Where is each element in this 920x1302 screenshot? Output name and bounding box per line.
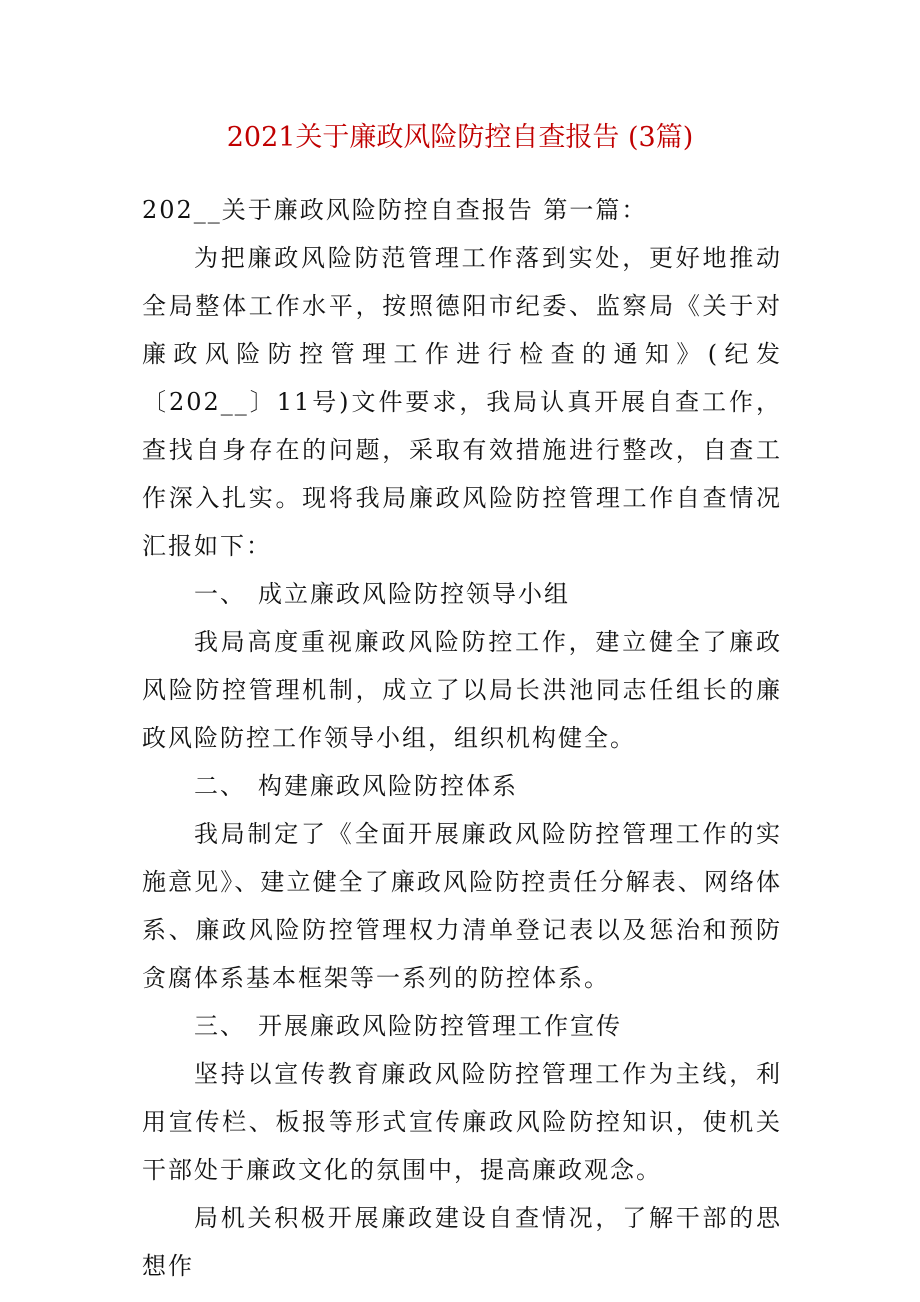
body-paragraph: 为把廉政风险防范管理工作落到实处，更好地推动全局整体工作水平，按照德阳市纪委、监察局《关于对廉政风险防控管理工作进行检查的通知》(纪发〔202__〕11号)文件要求，我局认真开展自查工作，查找自身存在的问题，采取有效措施进行整改，自查工作深入扎实。现将我局廉政风险防控管理工作自查情况汇报如下： (142, 244, 782, 560)
section-heading (142, 1002, 782, 1050)
section-heading (142, 570, 782, 618)
document-body (142, 186, 782, 1290)
document-title: 2021关于廉政风险防控自查报告 (3篇) (226, 122, 694, 153)
section-heading (142, 762, 782, 810)
section-intro-line: 202__关于廉政风险防控自查报告 第一篇： (142, 196, 648, 224)
section-heading-text: 开展廉政风险防控管理工作宣传 (258, 1012, 622, 1040)
body-paragraph: 局机关积极开展廉政建设自查情况，了解干部的思想作 (142, 1204, 782, 1280)
section-number: 三、 (194, 1012, 246, 1040)
body-paragraph: 坚持以宣传教育廉政风险防控管理工作为主线，利用宣传栏、板报等形式宣传廉政风险防控知识，使机关干部处于廉政文化的氛围中，提高廉政观念。 (142, 1060, 782, 1184)
section-number: 一、 (194, 580, 246, 608)
section-heading-text: 成立廉政风险防控领导小组 (258, 580, 570, 608)
body-paragraph: 我局高度重视廉政风险防控工作，建立健全了廉政风险防控管理机制，成立了以局长洪池同志任组长的廉政风险防控工作领导小组，组织机构健全。 (142, 628, 782, 752)
section-number: 二、 (194, 772, 246, 800)
section-heading-text: 构建廉政风险防控体系 (258, 772, 518, 800)
body-paragraph: 我局制定了《全面开展廉政风险防控管理工作的实施意见》、建立健全了廉政风险防控责任分解表、网络体系、廉政风险防控管理权力清单登记表以及惩治和预防贪腐体系基本框架等一系列的防控体系。 (142, 820, 782, 992)
